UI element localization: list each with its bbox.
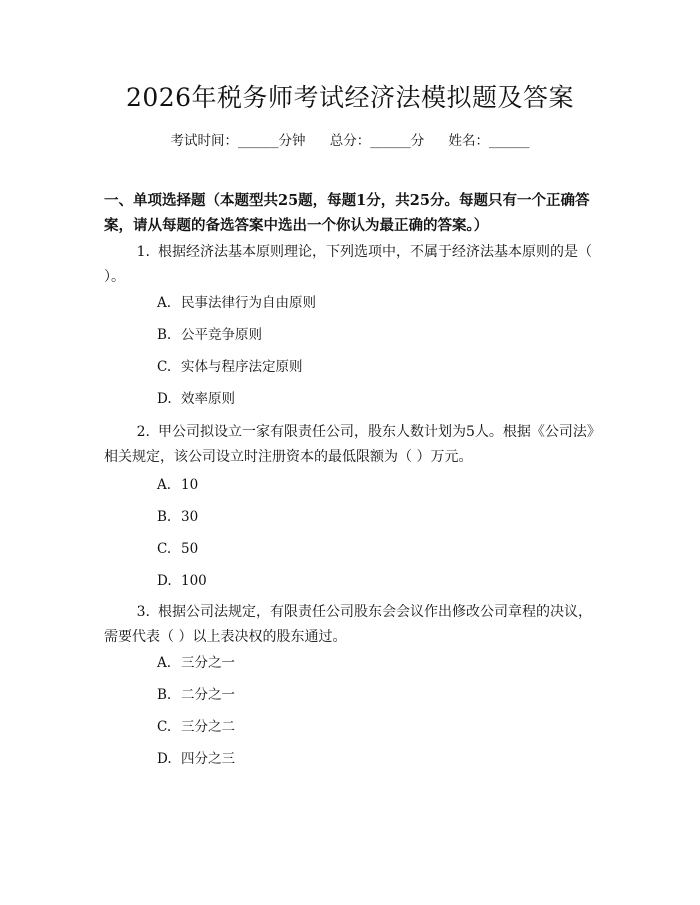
question-text: 根据公司法规定，有限责任公司股东会会议作出修改公司章程的决议，需要代表（ ）以上表决权的股东通过。 <box>104 604 592 645</box>
exam-meta-line <box>0 130 700 152</box>
question-text: 根据经济法基本原则理论，下列选项中，不属于经济法基本原则的是（ ）。 <box>104 244 592 285</box>
option-label: D. <box>157 751 172 767</box>
question-1-option-a[interactable] <box>157 292 577 314</box>
option-label: B. <box>157 509 172 525</box>
option-text: 30 <box>181 509 199 525</box>
question-3-option-d[interactable] <box>157 748 577 770</box>
option-label: B. <box>157 687 172 703</box>
exam-score-field: 总分：______分 <box>329 133 425 149</box>
option-text: 三分之二 <box>181 719 235 735</box>
page-title: 2026年税务师考试经济法模拟题及答案 <box>125 83 575 112</box>
question-3-option-b[interactable] <box>157 684 577 706</box>
option-label: A. <box>157 655 172 671</box>
question-3 <box>104 600 604 650</box>
question-2-option-a[interactable] <box>157 474 577 496</box>
exam-name-field: 姓名：______ <box>448 133 530 149</box>
option-label: A. <box>157 295 172 311</box>
question-2-option-b[interactable] <box>157 506 577 528</box>
option-text: 效率原则 <box>181 391 235 407</box>
option-text: 50 <box>181 541 199 557</box>
option-label: D. <box>157 391 172 407</box>
question-2-option-c[interactable] <box>157 538 577 560</box>
question-1 <box>104 240 604 290</box>
question-text: 甲公司拟设立一家有限责任公司，股东人数计划为5人。根据《公司法》相关规定，该公司设立时注册资本的最低限额为（ ）万元。 <box>104 424 601 465</box>
option-text: 四分之三 <box>181 751 235 767</box>
option-label: C. <box>157 719 172 735</box>
question-2 <box>104 420 604 470</box>
option-text: 三分之一 <box>181 655 235 671</box>
question-1-option-b[interactable] <box>157 324 577 346</box>
question-1-option-c[interactable] <box>157 356 577 378</box>
question-3-option-c[interactable] <box>157 716 577 738</box>
option-text: 公平竞争原则 <box>181 327 262 343</box>
section-heading: 一、单项选择题（本题型共25题，每题1分，共25分。每题只有一个正确答案，请从每题的备选答案中选出一个你认为最正确的答案。） <box>104 192 590 234</box>
option-text: 民事法律行为自由原则 <box>181 295 316 311</box>
option-text: 实体与程序法定原则 <box>181 359 303 375</box>
option-label: D. <box>157 573 172 589</box>
option-label: A. <box>157 477 172 493</box>
question-number: 2. <box>136 424 150 440</box>
question-1-option-d[interactable] <box>157 388 577 410</box>
question-number: 1. <box>136 244 150 260</box>
option-text: 10 <box>181 477 199 493</box>
question-2-option-d[interactable] <box>157 570 577 592</box>
option-text: 100 <box>181 573 207 589</box>
option-label: B. <box>157 327 172 343</box>
exam-time-field: 考试时间：______分钟 <box>170 133 306 149</box>
option-label: C. <box>157 541 172 557</box>
option-label: C. <box>157 359 172 375</box>
option-text: 二分之一 <box>181 687 235 703</box>
question-number: 3. <box>136 604 150 620</box>
question-3-option-a[interactable] <box>157 652 577 674</box>
